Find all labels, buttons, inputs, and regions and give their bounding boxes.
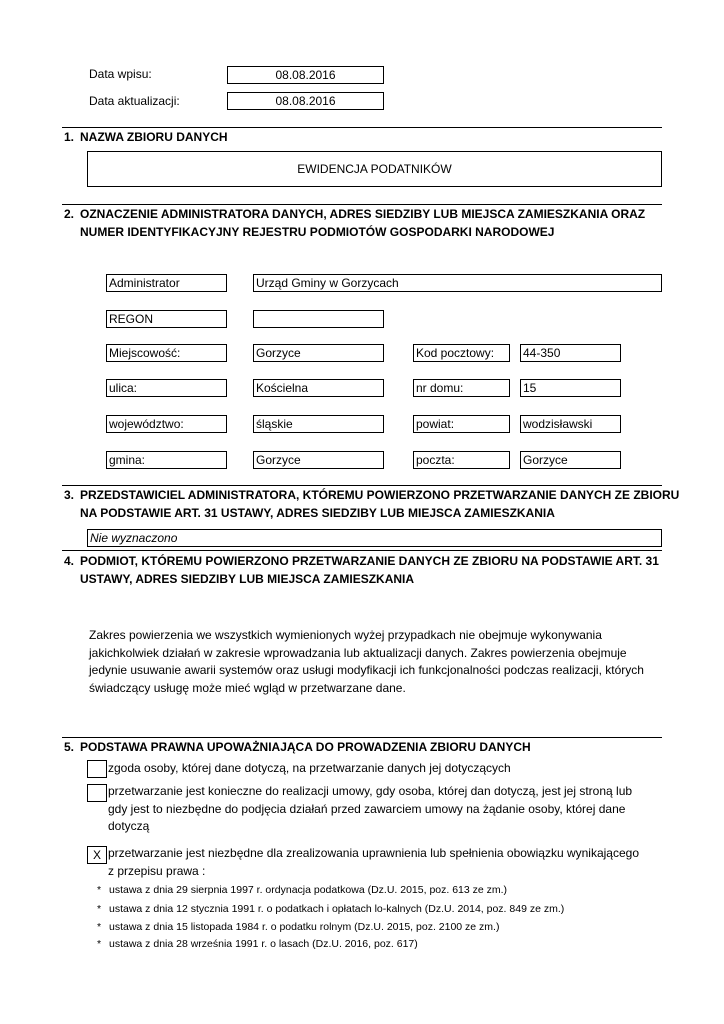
postal-code-label: Kod pocztowy: bbox=[413, 344, 510, 362]
section-divider bbox=[62, 550, 662, 551]
contract-checkbox[interactable] bbox=[87, 784, 107, 802]
regon-label: REGON bbox=[106, 310, 227, 328]
section-number: 3. bbox=[63, 488, 74, 502]
postal-code-field[interactable]: 44-350 bbox=[520, 344, 621, 362]
law-item bbox=[97, 883, 697, 897]
post-office-label: poczta: bbox=[413, 451, 510, 469]
paragraph-line: jakichkolwiek działań w zakresie wprowadzania lub aktualizacji danych. Zakres powierzenia obejmuje bbox=[89, 645, 627, 660]
section-number: 4. bbox=[63, 554, 74, 568]
county-field[interactable]: wodzisławski bbox=[520, 415, 621, 433]
section-title-line: PODMIOT, KTÓREMU POWIERZONO PRZETWARZANIE DANYCH ZE ZBIORU NA PODSTAWIE ART. 31 bbox=[80, 554, 659, 568]
commune-label: gmina: bbox=[106, 451, 227, 469]
law-text: ustawa z dnia 12 stycznia 1991 r. o podatkach i opłatach lo-kalnych (Dz.U. 2014, poz. 849 ze zm.) bbox=[109, 903, 565, 915]
house-number-label: nr domu: bbox=[413, 379, 510, 397]
house-number-field[interactable]: 15 bbox=[520, 379, 621, 397]
section-4-heading bbox=[58, 552, 698, 588]
street-field[interactable]: Kościelna bbox=[253, 379, 384, 397]
option-line: z przepisu prawa : bbox=[108, 863, 206, 878]
law-text: ustawa z dnia 28 września 1991 r. o lasach (Dz.U. 2016, poz. 617) bbox=[109, 938, 418, 950]
administrator-label: Administrator bbox=[106, 274, 227, 292]
section-title-line: USTAWY, ADRES SIEDZIBY LUB MIEJSCA ZAMIESZKANIA bbox=[80, 572, 415, 586]
county-label: powiat: bbox=[413, 415, 510, 433]
law-text: ustawa z dnia 15 listopada 1984 r. o podatku rolnym (Dz.U. 2015, poz. 2100 ze zm.) bbox=[109, 921, 500, 933]
option-line: gdy jest to niezbędne do podjęcia działań przed zawarciem umowy na żądanie osoby, której dane bbox=[108, 801, 626, 816]
post-office-field[interactable]: Gorzyce bbox=[520, 451, 621, 469]
law-item bbox=[97, 902, 697, 916]
contract-option-text bbox=[108, 783, 632, 836]
law-item bbox=[97, 920, 697, 934]
legal-obligation-checkbox[interactable]: X bbox=[87, 846, 107, 864]
paragraph-line: jedynie usuwanie awarii systemów oraz usługi modyfikacji ich funkcjonalności podczas realizacji, których bbox=[89, 663, 644, 677]
entrustment-scope-paragraph bbox=[89, 627, 689, 697]
city-field[interactable]: Gorzyce bbox=[253, 344, 384, 362]
legal-obligation-option-text bbox=[108, 845, 639, 880]
law-text: ustawa z dnia 29 sierpnia 1997 r. ordynacja podatkowa (Dz.U. 2015, poz. 613 ze zm.) bbox=[109, 884, 508, 896]
regon-field[interactable] bbox=[253, 310, 384, 328]
law-item bbox=[97, 937, 697, 951]
section-title-line: NUMER IDENTYFIKACYJNY REJESTRU PODMIOTÓW GOSPODARKI NARODOWEJ bbox=[80, 225, 555, 239]
section-number: 1. bbox=[63, 130, 74, 144]
option-line: przetwarzanie jest konieczne do realizacji umowy, gdy osoba, której dan dotyczą, jest jej stroną lub bbox=[108, 784, 633, 798]
dataset-name-field[interactable]: EWIDENCJA PODATNIKÓW bbox=[87, 151, 662, 187]
section-number: 2. bbox=[63, 207, 74, 221]
option-line: zgoda osoby, której dane dotyczą, na przetwarzanie danych jej dotyczących bbox=[108, 761, 511, 775]
consent-option-text bbox=[108, 760, 511, 778]
voivodeship-field[interactable]: śląskie bbox=[253, 415, 384, 433]
section-title: NAZWA ZBIORU DANYCH bbox=[80, 130, 228, 144]
commune-field[interactable]: Gorzyce bbox=[253, 451, 384, 469]
section-2-heading bbox=[58, 205, 698, 241]
option-line: przetwarzanie jest niezbędne dla zrealizowania uprawnienia lub spełnienia obowiązku wynikającego bbox=[108, 846, 639, 860]
section-title-line: OZNACZENIE ADMINISTRATORA DANYCH, ADRES SIEDZIBY LUB MIEJSCA ZAMIESZKANIA ORAZ bbox=[80, 207, 646, 221]
bullet-icon: * bbox=[97, 921, 102, 933]
bullet-icon: * bbox=[97, 884, 102, 896]
update-date-field[interactable]: 08.08.2016 bbox=[227, 92, 384, 110]
paragraph-line: świadczący usługę może mieć wgląd w przetwarzane dane. bbox=[89, 680, 406, 695]
section-5-heading bbox=[58, 738, 698, 756]
voivodeship-label: województwo: bbox=[106, 415, 227, 433]
section-title-line: PRZEDSTAWICIEL ADMINISTRATORA, KTÓREMU POWIERZONO PRZETWARZANIE DANYCH ZE ZBIORU bbox=[80, 488, 680, 502]
paragraph-line: Zakres powierzenia we wszystkich wymienionych wyżej przypadkach nie obejmuje wykonywania bbox=[89, 628, 602, 642]
street-label: ulica: bbox=[106, 379, 227, 397]
entry-date-field[interactable]: 08.08.2016 bbox=[227, 66, 384, 84]
section-title: PODSTAWA PRAWNA UPOWAŻNIAJĄCA DO PROWADZENIA ZBIORU DANYCH bbox=[80, 740, 531, 754]
representative-field[interactable]: Nie wyznaczono bbox=[87, 529, 662, 547]
consent-checkbox[interactable] bbox=[87, 760, 107, 778]
administrator-field[interactable]: Urząd Gminy w Gorzycach bbox=[253, 274, 662, 292]
section-title-line: NA PODSTAWIE ART. 31 USTAWY, ADRES SIEDZIBY LUB MIEJSCA ZAMIESZKANIA bbox=[80, 506, 555, 520]
entry-date-label: Data wpisu: bbox=[89, 67, 152, 81]
bullet-icon: * bbox=[97, 903, 102, 915]
city-label: Miejscowość: bbox=[106, 344, 227, 362]
bullet-icon: * bbox=[97, 938, 102, 950]
section-3-heading bbox=[58, 486, 698, 522]
update-date-label: Data aktualizacji: bbox=[89, 94, 180, 108]
section-number: 5. bbox=[63, 740, 74, 754]
option-line: dotyczą bbox=[108, 819, 150, 833]
section-1-heading bbox=[58, 128, 678, 146]
